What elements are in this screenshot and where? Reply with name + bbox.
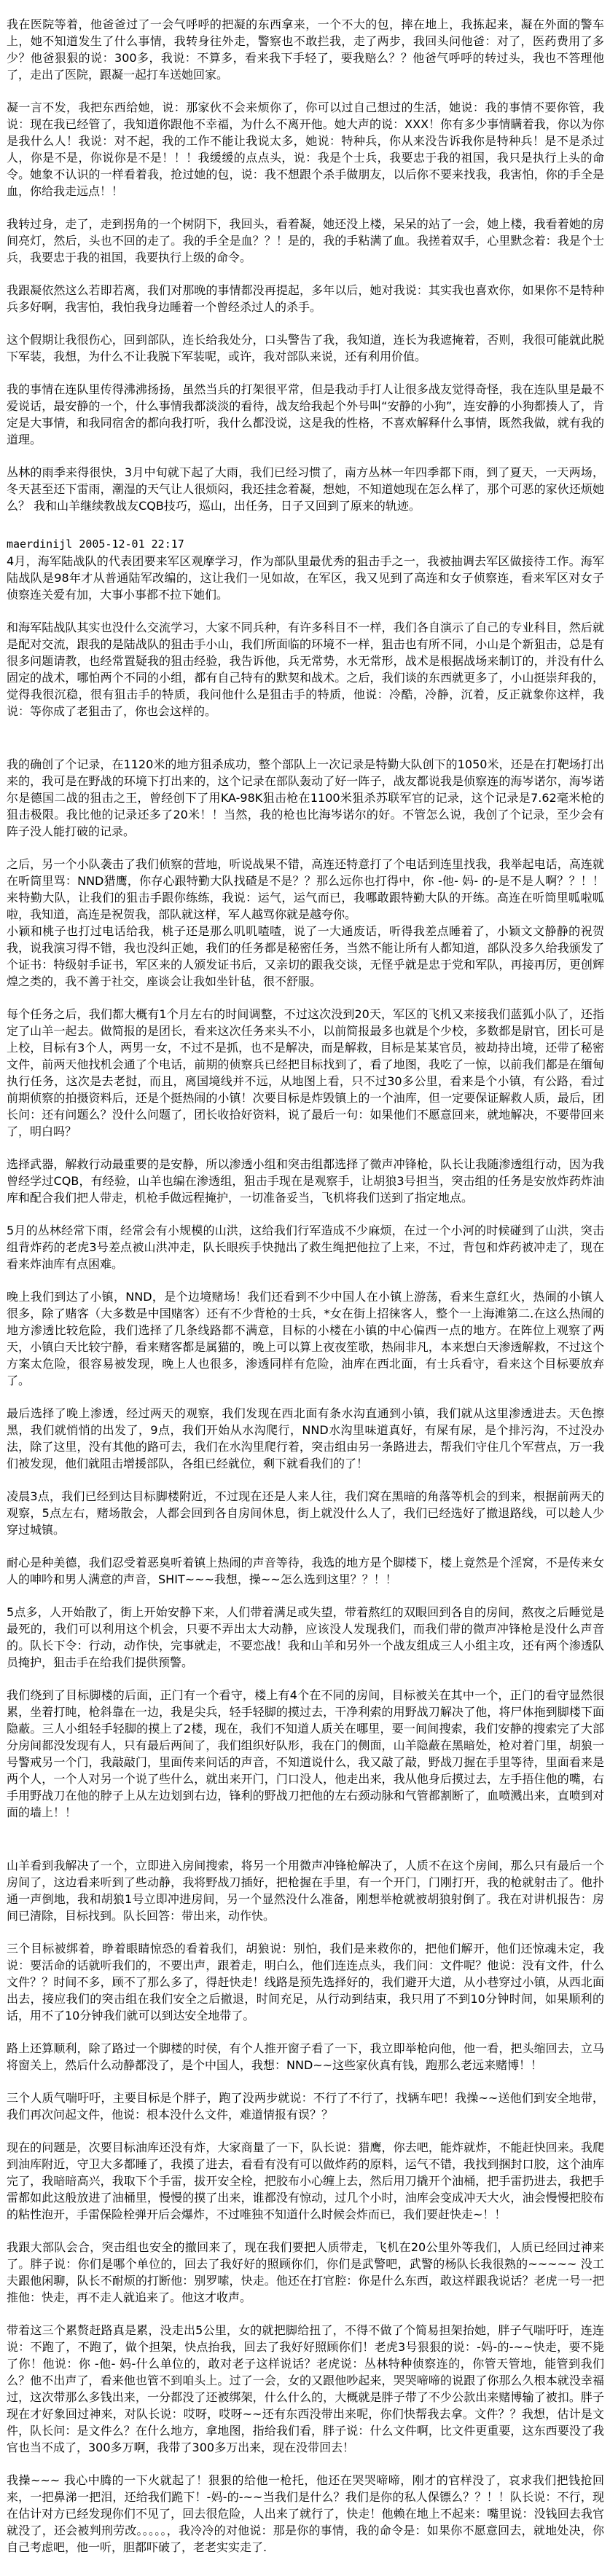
paragraph: 每个任务之后，我们都大概有1个月左右的时间调整，不过这次没到20天，军区的飞机又来接我们蓝狐小队了，还指定了山羊一起去。做简报的是团长，看来这次任务来头不小，以前简报最多也就是个少校，多数都是尉官，团长可是上校，目标有3个人，两男一女，不过不是抓，也不是解决，而是解救，目标是某某官员，被劫持出境，还带了秘密文件，前两天他找机会通了个电话，前期的侦察兵已经把目标找到了，看了地图，我吃了一惊，以前我们都是在缅甸执行任务，这次是去老挝，而且，离国境线并不远，从地图上看，只不过30多公里，看来是个小镇，有公路，看过前期侦察的拍摄资料后，还是个挺热闹的小镇！次要目标是炸毁镇上的一个油库，但一定要保证解救人质，最后，团长问：还有问题么？没什么问题了，团长收拾好资料，说了最后一句：如果他们不愿意回来，就地解决，不要带回来了，明白吗？: [7, 1007, 604, 1138]
paragraph: 凌晨3点，我们已经到达目标脚楼附近，不过现在还是人来人往，我们窝在黑暗的角落等机会的到来，根据前两天的观察，5点左右，赌场散会，人都会回到各自房间休息，街上就没什么人了，我们已经选好了撤退路线，可以趁人少穿过城镇。: [7, 1489, 604, 1537]
paragraph: 这个假期让我很伤心，回到部队，连长给我处分，口头警告了我，我知道，连长为我遮掩着，否则，我很可能就此脱下军装，我想，为什么不让我脱下军装呢，或许，我对部队来说，还有利用价值。: [7, 333, 604, 363]
paragraph: 我操~~~ 我心中腾的一下火就起了！狠狠的给他一枪托，他还在哭哭啼啼，刚才的官样没了，哀求我们把钱抢回来，一把鼻涕一把泪，还给我们跪下！-妈-的-~~当我们是什么？我们是你的私人保镖么？？！！队长说：不行，现在估计对方已经发现你们不见了，回去很危险，人出来了就行了，快走！他赖在地上不起来：嘴里说：没钱回去我官就没了，还会被判刑劳改。。。。。，我冷冷的对他说：那是你的事情，我的命令是：如果你不愿意回去，就地处决，你自己考虑吧，他一听，胆都吓破了，老老实实走了.: [7, 2473, 604, 2554]
paragraph: 丛林的雨季来得很快，3月中旬就下起了大雨，我们已经习惯了，南方丛林一年四季都下雨，到了夏天，一天两场，冬天甚至还下雷雨，潮湿的天气让人很烦闷，我还挂念着凝，想她，不知道她现在怎么样了，那个可恶的家伙还烦她么？ 我和山羊继续教战友CQB技巧，巡山，出任务，日子又回到了原来的轨迹。: [7, 465, 604, 513]
paragraph: 路上还算顺利，除了路过一个脚楼的时侯，有个人推开窗子看了一下，我立即举枪向他，他一看，把头缩回去，立马将窗关上，然后什么动静都没了，是个中国人，我想：NND~~这些家伙真有钱，跑那么老远来赌博！！: [7, 2041, 604, 2072]
paragraph: 晚上我们到达了小镇，NND，是个边境赌场！我们还看到不少中国人在小镇上游荡，看来生意红火，热闹的小镇人很多，除了赌客（大多数是中国赌客）还有不少背枪的士兵，*女在街上招徕客人，整个一上海滩第二.在这么热闹的地方渗透比较危险，我们选择了几条线路都不满意，目标的小楼在小镇的中心偏西一点的地方。在阵位上观察了两天，小镇白天比较宁静，看来赌客都是属猫的，晚上可以算上夜夜笙歌，热闹非凡，本来想白天渗透解救，不过这个方案太危险，很容易被发现，晚上人也很多，渗透同样有危险，油库在西北面，有士兵看守，看来这个目标要放弃了。: [7, 1290, 604, 1387]
thread-content: [7, 16, 604, 2556]
paragraph: 5点多，人开始散了，街上开始安静下来，人们带着满足或失望，带着熬红的双眼回到各自的房间，熬夜之后睡觉是最死的，我们可以利用这个机会，只要不弄出太大动静，应该没人发现我们，而我们带的微声冲锋枪是没什么声音的。队长下令：行动，动作快，完事就走，不要恋战！我和山羊和另外一个战友组成三人小组主攻，还有两个渗透队员掩护，狙击手在给我们提供预警。: [7, 1605, 604, 1669]
post-body-2: [7, 553, 604, 2556]
paragraph: 我跟大部队会合，突击组也安全的撤回来了，现在我们要把人质带走，飞机在20公里外等我们，人质已经回过神来了。胖子说：你们是哪个单位的，回去了我好好的照顾你们，你们是武警吧，武警的杨队长我很熟的~~~~~ 没工夫跟他闲聊，队长不耐烦的打断他：别罗嗦，快走。他还在打官腔：你是什么东西，敢这样跟我说话？老虎一号一把推他：快走，再不走人就追来了。他这才收声。: [7, 2240, 604, 2304]
post-author: maerdinijl: [7, 537, 73, 551]
paragraph: 三个人质气喘吁吁，主要目标是个胖子，跑了没两步就说：不行了不行了，找辆车吧！我操~~送他们到安全地带，我们再次问起文件，他说：根本没什么文件，难道情报有误？？: [7, 2091, 604, 2122]
post-body-1: [7, 16, 604, 514]
paragraph: 我们绕到了目标脚楼的后面，正门有一个看守，楼上有4个在不同的房间，目标被关在其中一个，正门的看守显然很累，坐着打盹，枪斜靠在一边，我是尖兵，轻手轻脚的摸过去，干净利索的用野战刀解决了他，将尸体拖到脚楼下面隐蔽。三人小组轻手轻脚的摸上了2楼，现在，我们不知道人质关在哪里，要一间间搜索，我们安静的搜索完了大部分房间都没发现有人，只有最后两间了，我们组织好队形，我在门的侧面，山羊隐蔽在黑暗处，枪对着门里，胡狼一号警戒另一个门，我敲敲门，里面传来问话的声音，不知道说什么，我又敲了敲，野战刀握在手里等待，里面看来是两个人，一个人对另一个说了些什么，就出来开门，门口没人，他走出来，我从他身后摸过去，左手捂住他的嘴，右手用野战刀在他的脖子上从左边划到右边，锋利的野战刀把他的左右颈动脉和气管都割断了，血喷溅出来，直喷到对面的墙上！！: [7, 1688, 604, 1819]
paragraph: 耐心是种美德，我们忍受着恶臭听着镇上热闹的声音等待，我选的地方是个脚楼下，楼上竟然是个淫窝，不是传来女人的呻吟和男人满意的声音，SHIT~~~我想，操~~怎么选到这里？？！！: [7, 1556, 604, 1586]
paragraph: 4月，海军陆战队的代表团要来军区观摩学习，作为部队里最优秀的狙击手之一，我被抽调去军区做接待工作。海军陆战队是98年才从普通陆军改编的，这让我们一见如故，在军区，我又见到了高连和女子侦察连，看来军区对女子侦察连关爱有加，大事小事都不拉下她们。: [7, 554, 604, 602]
paragraph: 我的事情在连队里传得沸沸扬扬，虽然当兵的打架很平常，但是我动手打人让很多战友觉得奇怪，我在连队里是最不爱说话，最安静的一个，什么事情我都淡淡的看待，战友给我起个外号叫“安静的小狗”，连安静的小狗都揍人了，肯定是大事情，和我同宿舍的都向我打听，我什么都没说，这是我的性格，不喜欢解释什么事情，既然我做，就有我的道理。: [7, 382, 604, 446]
paragraph: 凝一言不发，我把东西给她，说：那家伙不会来烦你了，你可以过自己想过的生活，她说：我的事情不要你管，我说：现在我已经管了，我知道你跟他不幸福，为什么不离开他。她大声的说：XXX！你有多少事情瞒着我，你以为你是我什么人！我说：对不起，我的工作不能让我说太多，她说：特种兵，你从来没告诉我你是特种兵！是不是杀过人，你是不是，你说你是不是！！！我缓缓的点点头，说：我是个士兵，我要忠于我的祖国，我只是执行上头的命令。她象不认识的一样看着我，抢过她的包，说：我不想跟个杀手做朋友，以后你不要来找我，我害怕，你的手全是血，你给我走远点！！: [7, 101, 604, 198]
paragraph: 5月的丛林经常下雨，经常会有小规模的山洪，这给我们行军造成不少麻烦，在过一个小河的时候碰到了山洪，突击组背炸药的老虎3号差点被山洪冲走，队长眼疾手快抛出了救生绳把他拉了上来，不过，背包和炸药被冲走了，现在看来炸油库有点困难。: [7, 1224, 604, 1271]
paragraph: 我转过身，走了，走到拐角的一个树阴下，我回头，看着凝，她还没上楼，呆呆的站了一会，她上楼，我看着她的房间亮灯，然后，头也不回的走了。我的手全是血？？！是的，我的手粘满了血。我搓着双手，心里默念着：我是个士兵，我要忠于我的祖国，我要执行上级的命令。: [7, 217, 604, 264]
post-timestamp: 2005-12-01 22:17: [79, 537, 184, 551]
paragraph: 我的确创了个记录，在1120米的地方狙杀成功，整个部队上一次记录是特勤大队创下的1050米，还是在打靶场打出来的，我可是在野战的环境下打出来的，这个记录在部队轰动了好一阵子，战友都说我是侦察连的海岑诺尔，海岑诺尔是德国二战的狙击之王，曾经创下了用KA-98K狙击枪在1100米狙杀苏联军官的记录，这个记录是7.62毫米枪的狙击极限。我比他的记录还多了20米！！当然，我的枪也比海岑诺尔的好。不管怎么说，我创了个记录，至少会有阵子没人能打破的记录。: [7, 757, 604, 838]
paragraph: 带着这三个累赘赶路真是累，没走出5公里，女的就把脚给扭了，不得不做了个简易担架抬她，胖子气喘吁吁，连连说：不跑了，不跑了，做个担架，快点抬我，回去了我好好照顾你们！老虎3号狠狠的说：-妈-的-~~快走，要不毙了你！他说：你 -他- 妈-什么单位的，敢对老子这样说话？老虎说：丛林特种侦察连的，你管天管地，能管到我们么？他不出声了，看来他也管不到咱头上。过了一会，女的又跟他吵起来，哭哭啼啼的说跟了你那么久根本就没幸福过，这次带那么多钱出来，一分都没了还被绑架，什么什么的，大概就是胖子带了不少公款出来赌博输了被扣。胖子现在才好象回过神来，对队长说：哎呀，哎呀~~还有东西没带出来呢，你们快帮我去拿。文件？？我想，估计是文件，队长问：是文件么？在什么地方，拿地图，指给我们看，胖子说：什么文件啊，比文件更重要，这东西要没了我官也当不成了，300多万啊，我带了300多万出来，现在没带回去！: [7, 2323, 604, 2454]
paragraph: 选择武器，解救行动最重要的是安静，所以渗透小组和突击组都选择了微声冲锋枪，队长让我随渗透组行动，因为我曾经学过CQB，有经验，山羊也编在渗透组，狙击手现在是观察手，让胡狼3号担当，突击组的任务是安放炸药炸油库和配合我们把人带走，机枪手做远程掩护，一切准备妥当，飞机将我们送到了指定地点。: [7, 1157, 604, 1205]
paragraph: 我在医院等着，他爸爸过了一会气呼呼的把凝的东西拿来，一个不大的包，摔在地上，我拣起来，凝在外面的警车上，她不知道发生了什么事情，我转身往外走，警察也不敢拦我，走了两步，我回头问他爸：对了，医药费用了多少？他爸狠狠的说：300多，我说：不算多，看来我下手轻了，要我赔么？？他爸气呼呼的转过头，我也不答理他了，走出了医院，跟凝一起打车送她回家。: [7, 17, 604, 82]
paragraph: 小颖和桃子也打过电话给我，桃子还是那么叽叽喳喳，说了一大通废话，听得我差点睡着了，小颖文文静静的祝贺我，说我演习得不错，我也没纠正她，我们的任务都是秘密任务，当然不能让所有人都知道，部队没多久给我颁发了个证书：特级射手证书，军区来的人颁发证书后，又亲切的跟我交谈，无怪乎就是忠于党和军队，再接再厉，更创辉煌之类的，我不善于社交，座谈会让我如坐针毡，很不舒服。: [7, 924, 604, 988]
paragraph: 和海军陆战队其实也没什么交流学习，大家不同兵种，有许多科目不一样，我们各自演示了自己的专业科目，然后就是配对交流，跟我的是陆战队的狙击手小山，我们所面临的环境不一样，狙击也有所不同，小山是个新狙击，总是有很多问题请教，也经常置疑我的狙击经验，我告诉他，兵无常势，水无常形，战术是根据战场来制订的，并没有什么固定的战术，哪怕两个不同的小组，都有自己特有的默契和战术。之后，我们谈的东西就更多了，小山挺崇拜我的，觉得我很沉稳，很有狙击手的特质，我问他什么是狙击手的特质，他说：冷酷，冷静，沉着，反正就象你这样，我说：等你成了老狙击了，你也会这样的。: [7, 621, 604, 718]
paragraph: 山羊看到我解决了一个，立即进入房间搜索，将另一个用微声冲锋枪解决了，人质不在这个房间，那么只有最后一个房间了，这边看来听到了些动静，我将野战刀插好，把枪握在手里，有一个开门，门刚打开，我的枪就射击了。他扑通一声倒地，我和胡狼1号立即冲进房间，另一个显然没什么准备，刚想举枪就被胡狼射倒了。我在对讲机报告：房间已清除，目标找到。队长回答：带出来，动作快。: [7, 1859, 604, 1923]
paragraph: 三个目标被绑着，睁着眼睛惊恐的看着我们，胡狼说：别怕，我们是来救你的，把他们解开，他们还惊魂未定，我说：要活命的话就听我们的，不要出声，跟着走，明白么，他们连连点头，我们问：文件呢？他说：没有文件，什么文件？？时间不多，顾不了那么多了，得赶快走！线路是预先选择好的，我们避开大道，从小巷穿过小镇，从西北面出去，接应我们的突击组在我们安全之后撤退，时间充足，从行动到结束，我只用了不到10分钟时间，如果顺利的话，用不了10分钟我们就可以到达安全地带了。: [7, 1942, 604, 2022]
post-header: [7, 536, 604, 553]
paragraph: 之后，另一个小队袭击了我们侦察的营地，听说战果不错，高连还特意打了个电话到连里找我，我举起电话，高连就在听筒里骂：NND猎鹰，你存心跟特勤大队找碴是不是？？那么远你也打得中，你 -他- 妈- 的-是不是人啊？？！！来特勤大队，让我们的狙击手跟你练练，我说：运气，运气而已，我哪敢跟特勤大队的开练。高连在听筒里呱啦呱啦，我知道，高连是祝贺我，部队就这样，军人越骂你就是越夸你。: [7, 857, 604, 921]
paragraph: 现在的问题是，次要目标油库还没有炸，大家商量了一下，队长说：猎鹰，你去吧，能炸就炸，不能赶快回来。我爬到油库附近，守卫大多都睡了，我摸了进去，看看有没有可以做炸药的原料，运气不错，我找到捆封口胶，这个油库完了，我暗暗高兴，我取下个手雷，拔开安全栓，把胶布小心缠上去，然后用刀撬开个油桶，把手雷扔进去，我把手雷都如此这般放进了油桶里，慢慢的摸了出来，谁都没有惊动，过几个小时，油库会变成冲天大火，油会慢慢把胶布的粘性泡开，手雷保险栓弹开后会爆炸，不过唯独不知道什么时候会炸而已，我们要赶快走~！！: [7, 2140, 604, 2221]
paragraph: 我跟凝依然这么若即若离，我们对那晚的事情都没再提起，多年以后，她对我说：其实我也喜欢你，如果你不是特种兵多好啊，我害怕，我怕我身边睡着一个曾经杀过人的杀手。: [7, 283, 604, 314]
paragraph: 最后选择了晚上渗透，经过两天的观察，我们发现在西北面有条水沟直通到小镇，我们就从这里渗透进去。天色擦黑，我们就悄悄的出发了，9点，我们开始从水沟爬行，NND水沟里味道真好，有屎有尿，是个排污沟，不过没办法，除了这里，没有其他的路可去，我们在水沟里爬行着，突击组由另一条路进去，帮我们守住几个军营点，万一我们被发现，他们就阻击增援部队，各组已经就位，剩下就看我们的了！: [7, 1406, 604, 1470]
